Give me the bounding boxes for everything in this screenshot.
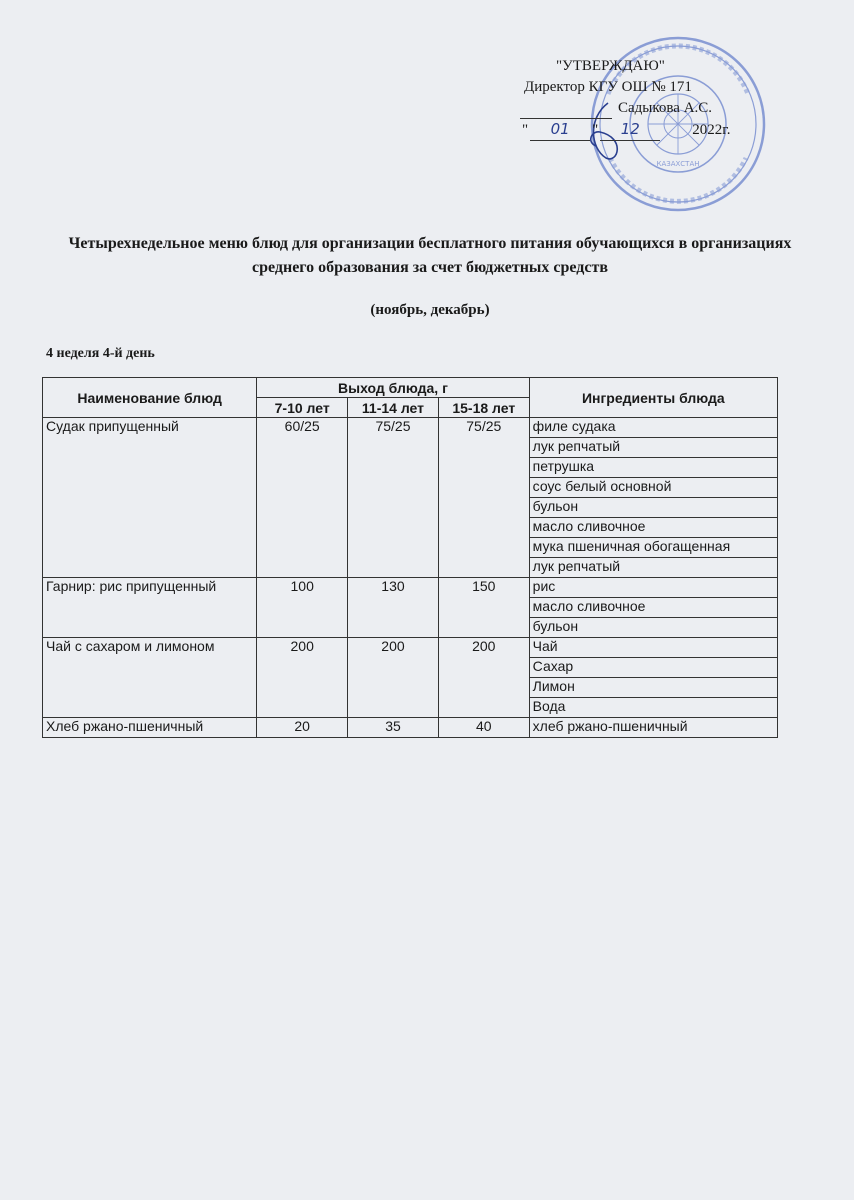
ingredient: Лимон [529, 678, 777, 698]
ingredient: мука пшеничная обогащенная [529, 538, 777, 558]
ingredient: филе судака [529, 418, 777, 438]
ingredient: Сахар [529, 658, 777, 678]
ingredient: лук репчатый [529, 438, 777, 458]
yield-11-14: 200 [348, 638, 439, 718]
ingredient: бульон [529, 498, 777, 518]
date-quote-close: " [592, 122, 599, 138]
col-header-age-7-10: 7-10 лет [257, 398, 348, 418]
yield-7-10: 100 [257, 578, 348, 638]
signature-blank [520, 98, 612, 119]
date-day: 01 [530, 119, 590, 141]
yield-15-18: 200 [438, 638, 529, 718]
approval-name: Садыкова А.С. [618, 100, 713, 116]
yield-15-18: 75/25 [438, 418, 529, 578]
approval-heading: "УТВЕРЖДАЮ" [556, 58, 665, 74]
ingredient: соус белый основной [529, 478, 777, 498]
dish-name: Хлеб ржано-пшеничный [43, 718, 257, 738]
document-title: Четырехнедельное меню блюд для организации бесплатного питания обучающихся в организациях среднего образования за счет бюджетных средств [68, 235, 792, 276]
dish-name: Судак припущенный [43, 418, 257, 578]
date-month: 12 [600, 119, 660, 141]
document-period: (ноябрь, декабрь) [370, 302, 490, 318]
dish-name: Гарнир: рис припущенный [43, 578, 257, 638]
yield-15-18: 150 [438, 578, 529, 638]
col-header-age-15-18: 15-18 лет [438, 398, 529, 418]
col-header-yield: Выход блюда, г [257, 378, 529, 398]
ingredient: лук репчатый [529, 558, 777, 578]
ingredient: Вода [529, 698, 777, 718]
col-header-name: Наименование блюд [43, 378, 257, 418]
table-row [43, 418, 778, 438]
yield-11-14: 35 [348, 718, 439, 738]
ingredient: бульон [529, 618, 777, 638]
ingredient: рис [529, 578, 777, 598]
yield-11-14: 130 [348, 578, 439, 638]
yield-15-18: 40 [438, 718, 529, 738]
date-quote-open: " [522, 122, 529, 138]
ingredient: масло сливочное [529, 598, 777, 618]
table-row [43, 578, 778, 598]
week-day-label: 4 неделя 4-й день [46, 346, 155, 361]
approval-block [520, 56, 780, 141]
col-header-age-11-14: 11-14 лет [348, 398, 439, 418]
table-row [43, 638, 778, 658]
approval-name-line [520, 98, 780, 119]
approval-position: Директор КГУ ОШ № 171 [524, 79, 692, 95]
ingredient: Чай [529, 638, 777, 658]
ingredient: хлеб ржано-пшеничный [529, 718, 777, 738]
yield-11-14: 75/25 [348, 418, 439, 578]
yield-7-10: 20 [257, 718, 348, 738]
table-row [43, 718, 778, 738]
svg-text:КАЗАХСТАН: КАЗАХСТАН [656, 160, 700, 168]
ingredient: петрушка [529, 458, 777, 478]
yield-7-10: 200 [257, 638, 348, 718]
dish-name: Чай с сахаром и лимоном [43, 638, 257, 718]
header-row [43, 378, 778, 398]
date-year: 2022г. [692, 122, 731, 138]
yield-7-10: 60/25 [257, 418, 348, 578]
col-header-ingredients: Ингредиенты блюда [529, 378, 777, 418]
approval-date [520, 119, 780, 141]
menu-table [42, 377, 778, 738]
ingredient: масло сливочное [529, 518, 777, 538]
